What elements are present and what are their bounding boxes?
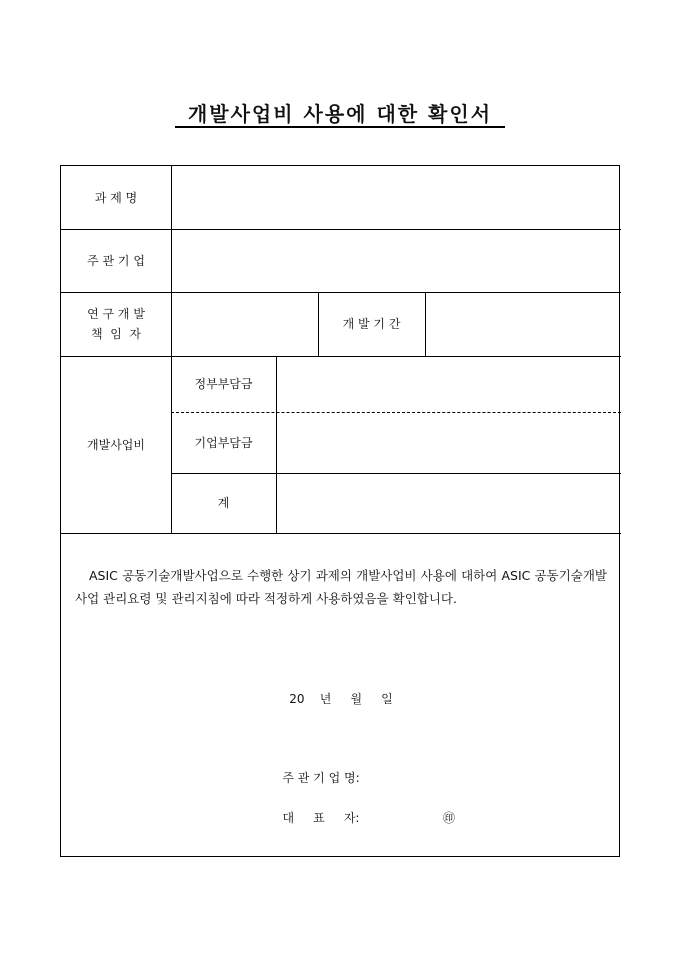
project-name-label: 과 제 명 (94, 190, 138, 205)
project-name-field[interactable] (172, 166, 621, 229)
date-line: 20 년 월 일 (289, 692, 393, 706)
total-field[interactable] (277, 473, 621, 533)
document-title: 개발사업비 사용에 대한 확인서 (187, 102, 493, 126)
lead-company-label: 주 관 기 업 (87, 253, 145, 268)
confirmation-statement: ASIC 공동기술개발사업으로 수행한 상기 과제의 개발사업비 사용에 대하여 ASIC 공동기술개발사업 관리요령 및 관리지침에 따라 적정하게 사용하였음을 확인합니다. (75, 568, 607, 606)
title-underline (175, 126, 505, 128)
seal-mark: ㊞ (443, 811, 456, 825)
researcher-field[interactable] (172, 292, 318, 356)
confirmation-form (60, 165, 620, 857)
company-share-label: 기업부담금 (194, 435, 253, 450)
researcher-label: 연 구 개 발 책 임 자 (87, 307, 145, 341)
cost-label: 개발사업비 (87, 437, 145, 452)
company-share-field[interactable] (277, 412, 621, 473)
gov-share-label: 정부부담금 (194, 377, 253, 391)
total-label: 계 (217, 496, 230, 510)
period-field[interactable] (426, 292, 621, 356)
representative-line: 대 표 자: (282, 811, 360, 825)
company-name-line: 주 관 기 업 명: (282, 771, 360, 785)
period-label: 개 발 기 간 (342, 317, 401, 331)
lead-company-field[interactable] (172, 229, 621, 292)
row-divider (61, 533, 621, 534)
gov-share-field[interactable] (277, 356, 621, 412)
